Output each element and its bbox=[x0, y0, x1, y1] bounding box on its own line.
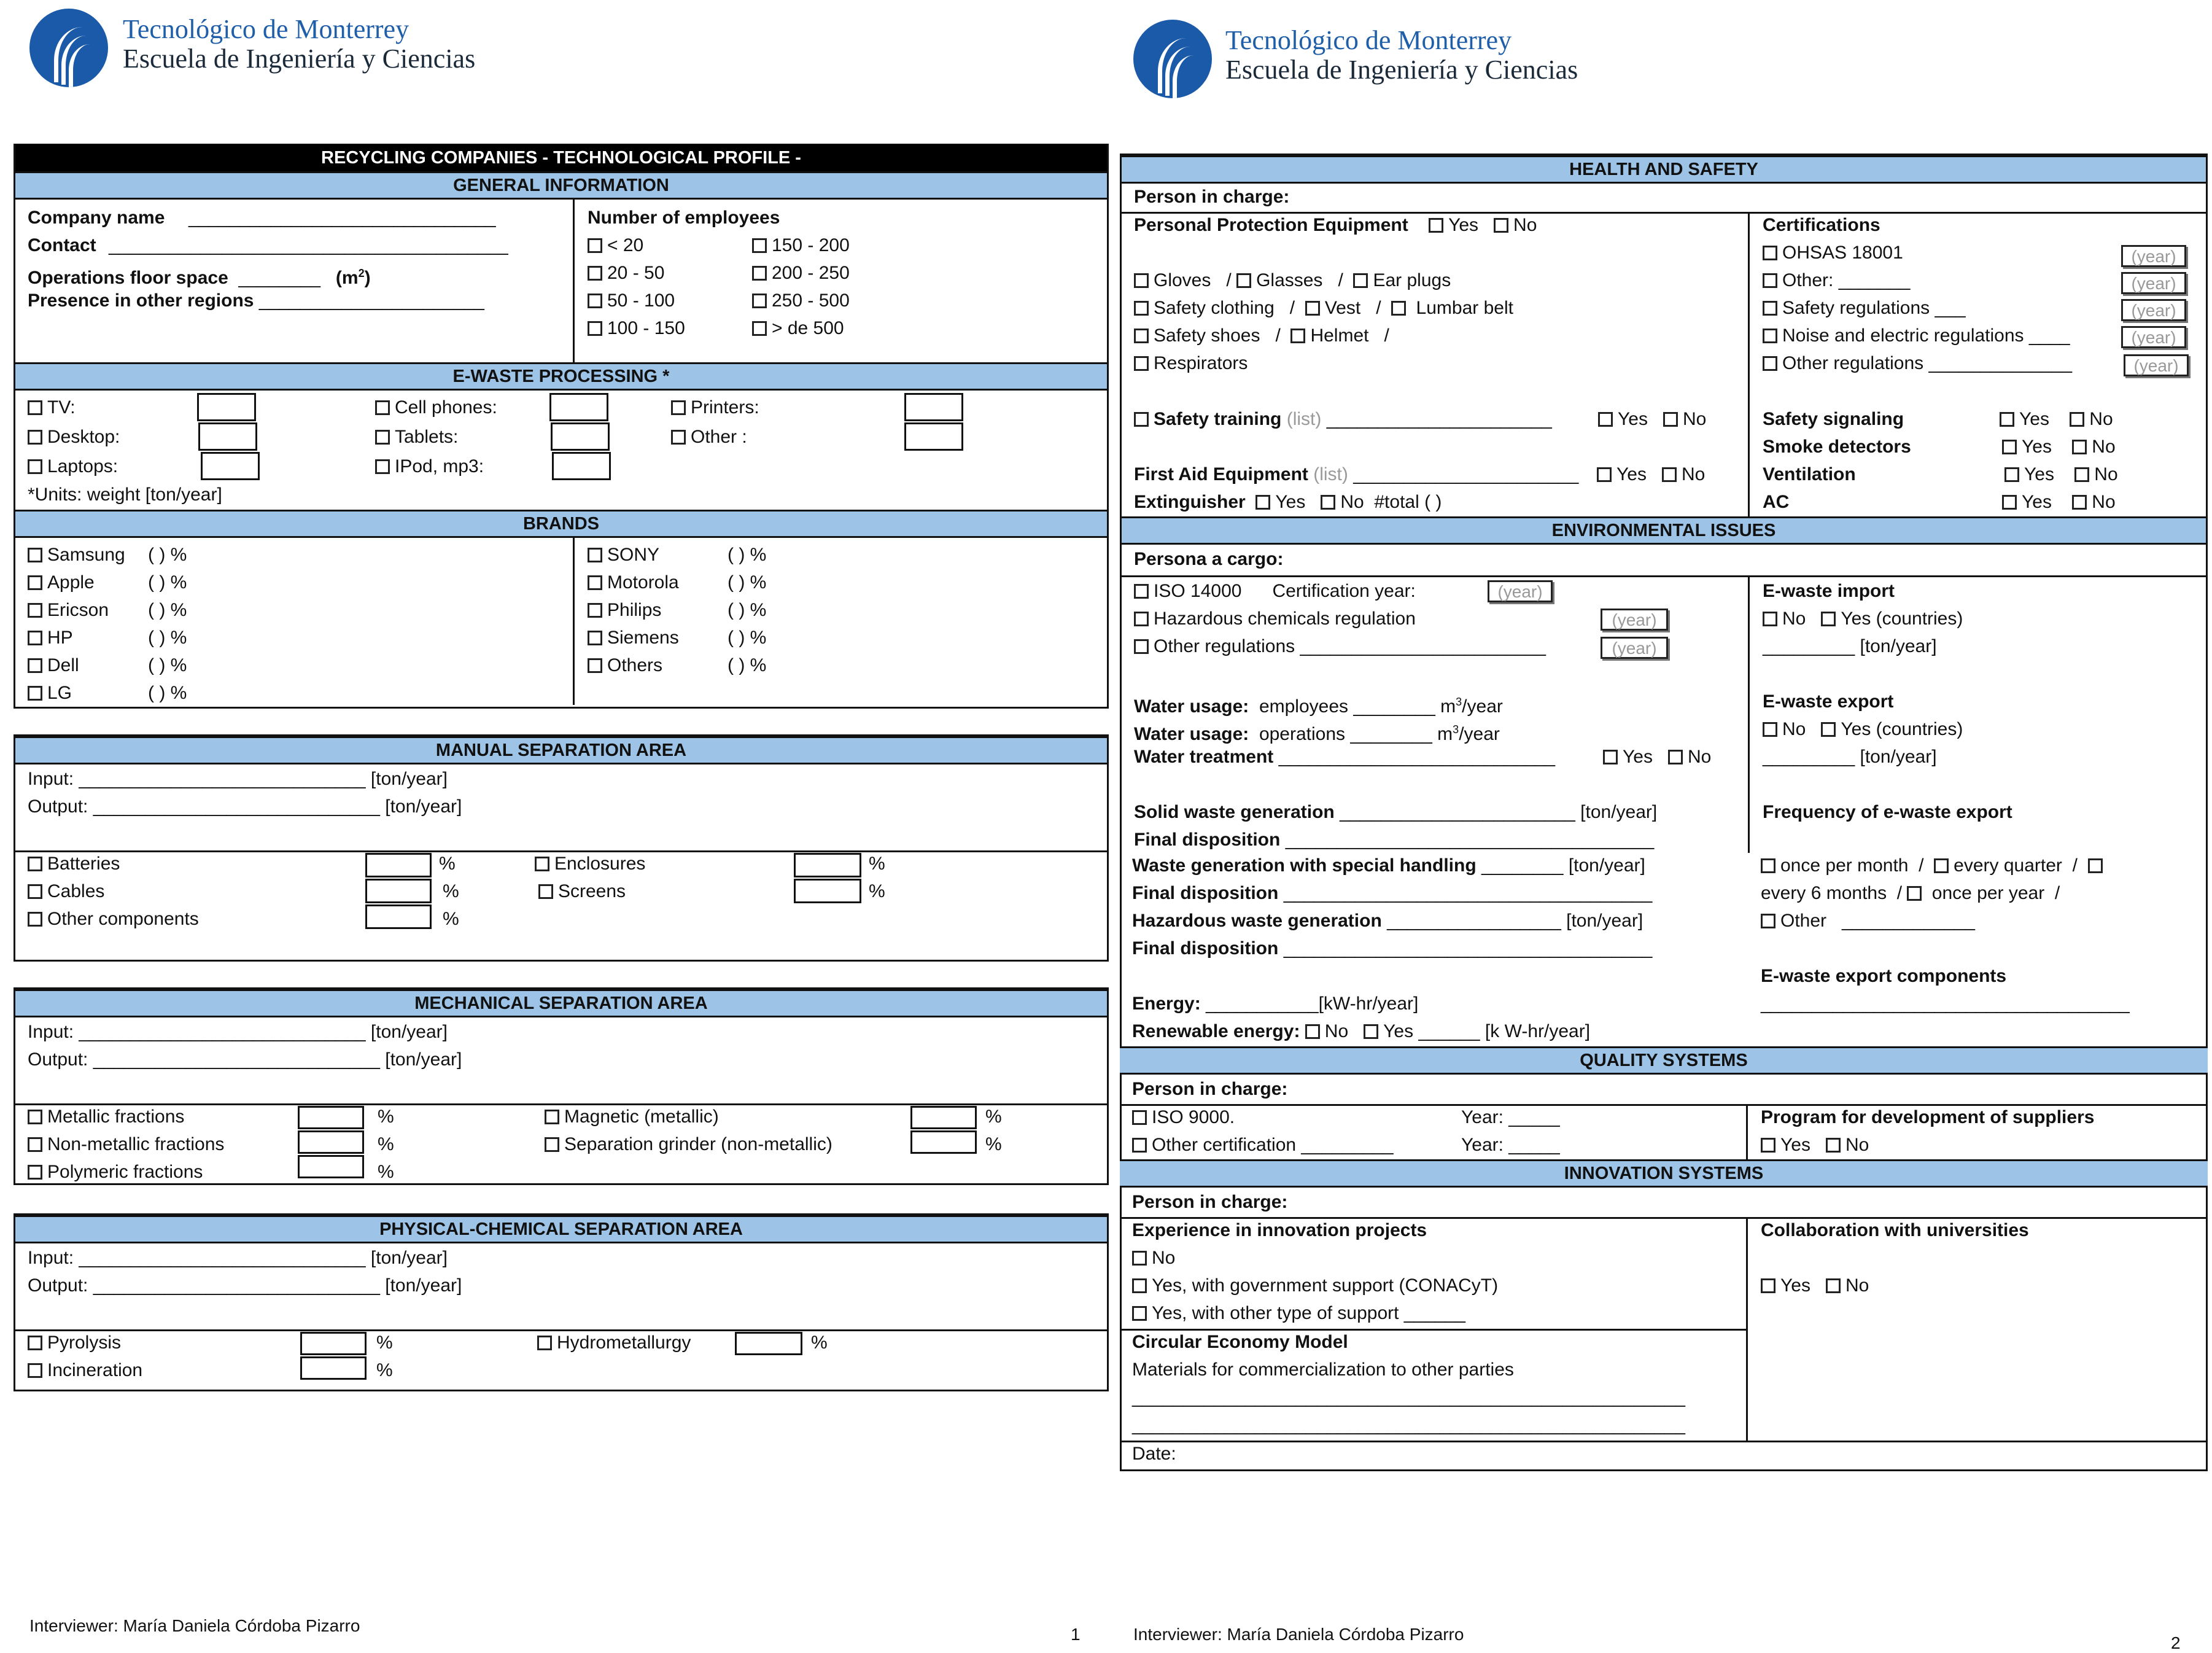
screens-option[interactable]: Screens bbox=[538, 881, 626, 903]
quality-title: QUALITY SYSTEMS bbox=[1120, 1046, 2208, 1075]
other-option[interactable]: Other : bbox=[671, 426, 747, 448]
cert-option[interactable]: Noise and electric regulations ____ bbox=[1763, 325, 2070, 347]
phys-input-row[interactable]: Input: ____________________________ [ton/year] bbox=[28, 1248, 448, 1268]
export-components-field[interactable]: ____________________________________ bbox=[1761, 994, 2130, 1014]
enclosures-option[interactable]: Enclosures bbox=[535, 853, 645, 875]
cellphones-option[interactable]: Cell phones: bbox=[375, 397, 497, 419]
pct-box[interactable] bbox=[298, 1130, 364, 1154]
mechanical-title: MECHANICAL SEPARATION AREA bbox=[15, 989, 1107, 1017]
pct-label: % bbox=[443, 881, 459, 901]
innovation-person: Person in charge: bbox=[1132, 1192, 1288, 1212]
import-ton[interactable]: _________ [ton/year] bbox=[1763, 636, 1937, 656]
training-yes-no[interactable]: Yes No bbox=[1598, 408, 1706, 430]
freq-row2[interactable]: every 6 months / once per year / bbox=[1761, 883, 2060, 903]
emp-option[interactable]: 200 - 250 bbox=[752, 262, 850, 284]
pct-box[interactable] bbox=[365, 904, 432, 929]
brand-option[interactable]: Apple bbox=[28, 572, 95, 594]
units-note: *Units: weight [ton/year] bbox=[28, 484, 222, 505]
cert-option[interactable]: OHSAS 18001 bbox=[1763, 242, 1903, 264]
brands-panel bbox=[14, 510, 1109, 709]
brand-option[interactable]: Philips bbox=[588, 599, 661, 621]
pct-label: % bbox=[378, 1107, 394, 1127]
ppe-row1[interactable]: Gloves / Glasses / Ear plugs bbox=[1134, 270, 1451, 292]
pct-box[interactable] bbox=[365, 853, 432, 877]
final-disposition-row[interactable]: Final disposition ____________________________________ bbox=[1134, 830, 1655, 850]
collab-label: Collaboration with universities bbox=[1761, 1220, 2029, 1240]
freq-label: Frequency of e-waste export bbox=[1763, 802, 2012, 822]
ac-label: AC bbox=[1763, 492, 1790, 512]
export-components-label: E-waste export components bbox=[1761, 966, 2007, 986]
brands-title: BRANDS bbox=[15, 510, 1107, 538]
brand-option[interactable]: Dell bbox=[28, 655, 79, 677]
pct-box[interactable] bbox=[298, 1106, 364, 1129]
water-treatment-yes-no[interactable]: Yes No bbox=[1603, 746, 1711, 768]
manual-title: MANUAL SEPARATION AREA bbox=[15, 736, 1107, 764]
floor-space-field[interactable]: ________ bbox=[238, 268, 320, 288]
interviewer-footer: Interviewer: María Daniela Córdoba Pizarro bbox=[1133, 1625, 1464, 1644]
solid-waste-row[interactable]: Solid waste generation _______________________ [ton/year] bbox=[1134, 802, 1658, 822]
logo-line2: Escuela de Ingeniería y Ciencias bbox=[123, 44, 476, 74]
date-field[interactable]: Date: bbox=[1132, 1444, 1176, 1464]
smoke-yes-no[interactable]: Yes No bbox=[2002, 436, 2116, 458]
printers-option[interactable]: Printers: bbox=[671, 397, 759, 419]
iso9000-option[interactable]: ISO 9000. bbox=[1132, 1107, 1235, 1129]
pct-box[interactable] bbox=[365, 879, 432, 903]
materials-line[interactable]: ______________________________________________________ bbox=[1132, 1387, 1685, 1407]
exp-no-option[interactable]: No bbox=[1132, 1247, 1175, 1269]
brand-option[interactable]: Motorola bbox=[588, 572, 679, 594]
brand-pct[interactable]: ( ) % bbox=[148, 545, 187, 565]
env-person: Persona a cargo: bbox=[1134, 549, 1284, 569]
brand-pct[interactable]: ( ) % bbox=[148, 572, 187, 593]
exp-gov-option[interactable]: Yes, with government support (CONACyT) bbox=[1132, 1275, 1498, 1297]
regions-row: Presence in other regions ______________________ bbox=[28, 290, 484, 311]
water-treatment-row[interactable]: Water treatment ___________________________ bbox=[1134, 747, 1556, 767]
supplier-program-yes-no[interactable]: Yes No bbox=[1761, 1134, 1869, 1156]
cert-option[interactable]: Safety regulations ___ bbox=[1763, 297, 1966, 319]
pct-box[interactable] bbox=[794, 853, 861, 877]
firstaid-yes-no[interactable]: Yes No bbox=[1597, 464, 1705, 486]
year-box[interactable]: (year) bbox=[2121, 245, 2186, 267]
nonmetallic-option[interactable]: Non-metallic fractions bbox=[28, 1134, 224, 1156]
freq-row1[interactable]: once per month / every quarter / bbox=[1761, 855, 2108, 877]
right-form-lower bbox=[1120, 154, 2208, 1471]
year-box[interactable]: (year) bbox=[1601, 609, 1668, 631]
signaling-yes-no[interactable]: Yes No bbox=[2000, 408, 2113, 430]
pct-box[interactable] bbox=[910, 1130, 977, 1154]
ventilation-label: Ventilation bbox=[1763, 464, 1856, 484]
ewaste-panel bbox=[14, 362, 1109, 513]
experience-label: Experience in innovation projects bbox=[1132, 1220, 1427, 1240]
year-box[interactable]: (year) bbox=[1488, 580, 1553, 602]
ipod-input[interactable] bbox=[552, 452, 611, 480]
batteries-option[interactable]: Batteries bbox=[28, 853, 120, 875]
ac-yes-no[interactable]: Yes No bbox=[2002, 491, 2116, 513]
brand-pct[interactable]: ( ) % bbox=[148, 683, 187, 703]
pct-box[interactable] bbox=[300, 1356, 367, 1380]
energy-row[interactable]: Energy: ___________[kW-hr/year] bbox=[1132, 994, 1419, 1014]
contact-label: Contact bbox=[28, 235, 96, 255]
export-options[interactable]: No Yes (countries) bbox=[1763, 718, 1963, 741]
other-input[interactable] bbox=[904, 422, 963, 451]
materials-line[interactable]: ______________________________________________________ bbox=[1132, 1415, 1685, 1435]
manual-separation-panel bbox=[14, 734, 1109, 962]
import-label: E-waste import bbox=[1763, 581, 1895, 601]
other-components-option[interactable]: Other components bbox=[28, 908, 199, 930]
brand-option[interactable]: Samsung bbox=[28, 544, 125, 566]
emp-option[interactable]: 100 - 150 bbox=[588, 317, 685, 340]
ppe-row2[interactable]: Safety clothing / Vest / Lumbar belt bbox=[1134, 297, 1513, 319]
physical-title: PHYSICAL-CHEMICAL SEPARATION AREA bbox=[15, 1215, 1107, 1243]
water-employees-row[interactable]: Water usage: employees ________ $m^3$/year bbox=[1134, 696, 1503, 717]
mechanical-separation-panel bbox=[14, 987, 1109, 1185]
main-title: RECYCLING COMPANIES - TECHNOLOGICAL PROFILE - bbox=[15, 144, 1107, 173]
pct-label: % bbox=[985, 1134, 1002, 1154]
logo-line1: Tecnológico de Monterrey bbox=[1225, 25, 1512, 55]
phys-output-row[interactable]: Output: ____________________________ [ton/year] bbox=[28, 1275, 462, 1296]
emp-option[interactable]: 50 - 100 bbox=[588, 290, 675, 312]
emp-option[interactable]: < 20 bbox=[588, 235, 643, 257]
pyrolysis-option[interactable]: Pyrolysis bbox=[28, 1332, 121, 1354]
pct-label: % bbox=[376, 1360, 393, 1380]
brand-pct[interactable]: ( ) % bbox=[148, 655, 187, 675]
physical-separation-panel bbox=[14, 1213, 1109, 1391]
pct-label: % bbox=[439, 854, 456, 874]
year-box[interactable]: (year) bbox=[2121, 272, 2186, 294]
manual-output-row[interactable]: Output: ____________________________ [ton/year] bbox=[28, 796, 462, 817]
extinguisher-row[interactable]: Extinguisher Yes No #total ( ) bbox=[1134, 492, 1442, 512]
company-field[interactable]: ______________________________ bbox=[188, 208, 496, 228]
hazchem-option[interactable]: Hazardous chemicals regulation bbox=[1134, 608, 1416, 630]
brand-pct[interactable]: ( ) % bbox=[148, 628, 187, 648]
respirators-option[interactable]: Respirators bbox=[1134, 352, 1248, 375]
env-title: ENVIRONMENTAL ISSUES bbox=[1122, 516, 2206, 545]
exp-other-option[interactable]: Yes, with other type of support ______ bbox=[1132, 1302, 1465, 1324]
tv-input[interactable] bbox=[197, 393, 256, 421]
floor-space-row: Operations floor space ________ $(m^2)$ bbox=[28, 267, 371, 288]
tablets-input[interactable] bbox=[551, 422, 610, 451]
manual-input-row[interactable]: Input: ____________________________ [ton/year] bbox=[28, 769, 448, 789]
cellphones-input[interactable] bbox=[549, 393, 608, 421]
tablets-option[interactable]: Tablets: bbox=[375, 426, 458, 448]
materials-label: Materials for commercialization to other parties bbox=[1132, 1359, 1514, 1380]
emp-option[interactable]: 150 - 200 bbox=[752, 235, 850, 257]
general-info-panel bbox=[14, 144, 1109, 365]
ipod-option[interactable]: IPod, mp3: bbox=[375, 456, 484, 478]
iso9000-year[interactable]: Year: _____ bbox=[1461, 1107, 1560, 1127]
company-label: Company name bbox=[28, 208, 165, 228]
grinder-option[interactable]: Separation grinder (non-metallic) bbox=[545, 1134, 832, 1156]
pct-box[interactable] bbox=[794, 879, 861, 903]
brand-option[interactable]: HP bbox=[28, 627, 73, 649]
export-ton[interactable]: _________ [ton/year] bbox=[1763, 747, 1937, 767]
freq-row3[interactable]: Other _____________ bbox=[1761, 910, 1975, 932]
health-person: Person in charge: bbox=[1134, 187, 1290, 207]
ppe-row3[interactable]: Safety shoes / Helmet / bbox=[1134, 325, 1389, 347]
export-label: E-waste export bbox=[1763, 691, 1894, 712]
pct-box[interactable] bbox=[910, 1106, 977, 1129]
torch-logo-icon bbox=[1133, 20, 1212, 98]
logo-line1: Tecnológico de Monterrey bbox=[123, 14, 409, 44]
pct-label: % bbox=[985, 1107, 1002, 1127]
laptops-input[interactable] bbox=[201, 452, 260, 480]
other-cert-year[interactable]: Year: _____ bbox=[1461, 1135, 1560, 1155]
year-box[interactable]: (year) bbox=[2121, 299, 2186, 321]
health-title: HEALTH AND SAFETY bbox=[1122, 155, 2206, 184]
circular-economy-label: Circular Economy Model bbox=[1132, 1332, 1348, 1352]
supplier-program-label: Program for development of suppliers bbox=[1761, 1107, 2095, 1127]
desktop-option[interactable]: Desktop: bbox=[28, 426, 120, 448]
ventilation-yes-no[interactable]: Yes No bbox=[2004, 464, 2118, 486]
water-operations-row[interactable]: Water usage: operations ________ $m^3$/year bbox=[1134, 723, 1500, 744]
special-waste-row[interactable]: Waste generation with special handling ________ [ton/year] bbox=[1132, 855, 1645, 876]
cert-option[interactable]: Other regulations ______________ bbox=[1763, 352, 2072, 375]
emp-option[interactable]: 250 - 500 bbox=[752, 290, 850, 312]
brand-pct[interactable]: ( ) % bbox=[728, 655, 767, 675]
mech-input-row[interactable]: Input: ____________________________ [ton/year] bbox=[28, 1022, 448, 1042]
laptops-option[interactable]: Laptops: bbox=[28, 456, 118, 478]
brand-option[interactable]: Siemens bbox=[588, 627, 679, 649]
brand-pct[interactable]: ( ) % bbox=[728, 600, 767, 620]
renewable-row[interactable]: Renewable energy: No Yes ______ [k W-hr/year] bbox=[1132, 1021, 1591, 1041]
employees-label: Number of employees bbox=[588, 208, 780, 228]
firstaid-row[interactable]: First Aid Equipment (list) ______________________ bbox=[1134, 464, 1579, 484]
collab-yes-no[interactable]: Yes No bbox=[1761, 1275, 1869, 1297]
pct-label: % bbox=[869, 854, 885, 874]
other-reg-option[interactable]: Other regulations ________________________ bbox=[1134, 636, 1546, 658]
signaling-label: Safety signaling bbox=[1763, 409, 1904, 429]
smoke-label: Smoke detectors bbox=[1763, 437, 1911, 457]
brand-option[interactable]: Ericson bbox=[28, 599, 109, 621]
training-row[interactable]: Safety training (list) ______________________ bbox=[1134, 408, 1552, 430]
final-disposition-row[interactable]: Final disposition ____________________________________ bbox=[1132, 883, 1653, 903]
other-cert-option[interactable]: Other certification _________ bbox=[1132, 1134, 1394, 1156]
emp-option[interactable]: > de 500 bbox=[752, 317, 844, 340]
brand-option[interactable]: LG bbox=[28, 682, 72, 704]
hydrometallurgy-option[interactable]: Hydrometallurgy bbox=[537, 1332, 691, 1354]
cables-option[interactable]: Cables bbox=[28, 881, 104, 903]
metallic-option[interactable]: Metallic fractions bbox=[28, 1106, 184, 1128]
pct-label: % bbox=[869, 881, 885, 901]
pct-label: % bbox=[378, 1134, 394, 1154]
innovation-title: INNOVATION SYSTEMS bbox=[1120, 1159, 2208, 1188]
general-info-title: GENERAL INFORMATION bbox=[15, 171, 1107, 200]
quality-person: Person in charge: bbox=[1132, 1079, 1288, 1099]
emp-option[interactable]: 20 - 50 bbox=[588, 262, 664, 284]
pct-box[interactable] bbox=[735, 1332, 802, 1355]
interviewer-footer: Interviewer: María Daniela Córdoba Pizarro bbox=[29, 1616, 360, 1635]
year-box[interactable]: (year) bbox=[2121, 326, 2186, 348]
printers-input[interactable] bbox=[904, 393, 963, 421]
pct-box[interactable] bbox=[298, 1155, 364, 1178]
incineration-option[interactable]: Incineration bbox=[28, 1359, 142, 1382]
hazardous-waste-row[interactable]: Hazardous waste generation _________________ [ton/year] bbox=[1132, 911, 1643, 931]
pct-box[interactable] bbox=[300, 1332, 367, 1355]
polymeric-option[interactable]: Polymeric fractions bbox=[28, 1161, 203, 1183]
pct-label: % bbox=[378, 1162, 394, 1182]
ewaste-title: E-WASTE PROCESSING * bbox=[15, 362, 1107, 391]
pct-label: % bbox=[376, 1332, 393, 1353]
brand-pct[interactable]: ( ) % bbox=[728, 572, 767, 593]
brand-option[interactable]: Others bbox=[588, 655, 662, 677]
import-options[interactable]: No Yes (countries) bbox=[1763, 608, 1963, 630]
magnetic-option[interactable]: Magnetic (metallic) bbox=[545, 1106, 719, 1128]
year-box[interactable]: (year) bbox=[1601, 637, 1668, 659]
brand-option[interactable]: SONY bbox=[588, 544, 659, 566]
regions-field[interactable]: ______________________ bbox=[258, 290, 484, 311]
cert-option[interactable]: Other: _______ bbox=[1763, 270, 1911, 292]
brand-pct[interactable]: ( ) % bbox=[728, 545, 767, 565]
contact-field[interactable]: _______________________________________ bbox=[109, 235, 508, 255]
logo-line2: Escuela de Ingeniería y Ciencias bbox=[1225, 55, 1578, 85]
pct-label: % bbox=[443, 909, 459, 929]
desktop-input[interactable] bbox=[198, 422, 257, 451]
brand-pct[interactable]: ( ) % bbox=[148, 600, 187, 620]
tv-option[interactable]: TV: bbox=[28, 397, 76, 419]
page-number: 1 bbox=[1071, 1625, 1081, 1644]
iso14000-option[interactable]: ISO 14000 Certification year: bbox=[1134, 580, 1416, 602]
ppe-row: Personal Protection Equipment Yes No bbox=[1134, 215, 1537, 235]
brand-pct[interactable]: ( ) % bbox=[728, 628, 767, 648]
torch-logo-icon bbox=[29, 9, 108, 87]
mech-output-row[interactable]: Output: ____________________________ [ton/year] bbox=[28, 1049, 462, 1070]
year-box[interactable]: (year) bbox=[2124, 354, 2189, 376]
page-number: 2 bbox=[2171, 1633, 2181, 1652]
final-disposition-row[interactable]: Final disposition ____________________________________ bbox=[1132, 938, 1653, 959]
pct-label: % bbox=[811, 1332, 828, 1353]
certifications-label: Certifications bbox=[1763, 215, 1880, 235]
